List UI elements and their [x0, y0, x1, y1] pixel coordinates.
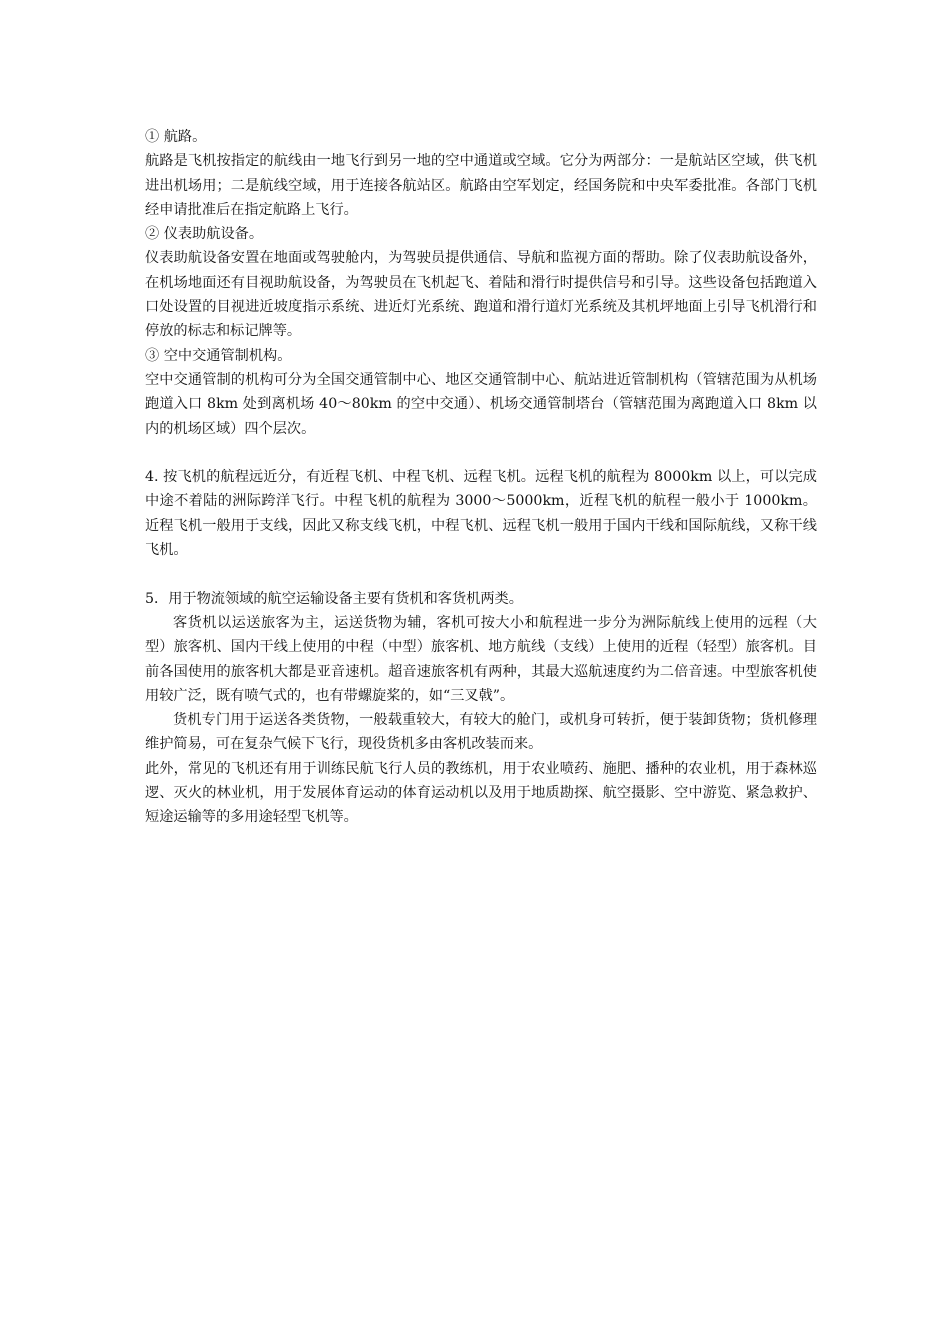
item3-body: 空中交通管制的机构可分为全国交通管制中心、地区交通管制中心、航站进近管制机构（管辖范围为从机场跑道入口 8km 处到离机场 40～80km 的空中交通）、机场交通管制塔台（管辖范围为离跑道入口 8km 以内的机场区域）四个层次。 [145, 371, 817, 437]
item3-heading: ③ 空中交通管制机构。 [145, 347, 292, 364]
item2-body: 仪表助航设备安置在地面或驾驶舱内，为驾驶员提供通信、导航和监视方面的帮助。除了仪表助航设备外，在机场地面还有目视助航设备，为驾驶员在飞机起飞、着陆和滑行时提供信号和引导。这些设备包括跑道入口处设置的目视进近坡度指示系统、进近灯光系统、跑道和滑行道灯光系统及其机坪地面上引导飞机滑行和停放的标志和标记牌等。 [145, 250, 817, 340]
item1-body: 航路是飞机按指定的航线由一地飞行到另一地的空中通道或空域。它分为两部分：一是航站区空域，供飞机进出机场用；二是航线空域，用于连接各航站区。航路由空军划定，经国务院和中央军委批准。各部门飞机经申请批准后在指定航路上飞行。 [145, 153, 817, 218]
section4-paragraph: 4. 按飞机的航程远近分，有近程飞机、中程飞机、远程飞机。远程飞机的航程为 8000km 以上，可以完成中途不着陆的洲际跨洋飞行。中程飞机的航程为 3000～5000km，近程飞机的航程一般小于 1000km。近程飞机一般用于支线，因此又称支线飞机，中程飞机、远程飞机一般用于国内干线和国际航线，又称干线飞机。 [145, 469, 817, 559]
section5-cargo-plane-paragraph: 货机专门用于运送各类货物，一般载重较大，有较大的舱门，或机身可转折，便于装卸货物；货机修理维护简易，可在复杂气候下飞行，现役货机多由客机改装而来。 [145, 712, 817, 753]
document-body [145, 125, 817, 830]
section5-heading: 5．用于物流领域的航空运输设备主要有货机和客货机两类。 [145, 590, 523, 607]
item2-heading: ② 仪表助航设备。 [145, 226, 264, 243]
section5-passenger-cargo-paragraph: 客货机以运送旅客为主，运送货物为辅，客机可按大小和航程进一步分为洲际航线上使用的远程（大型）旅客机、国内干线上使用的中程（中型）旅客机、地方航线（支线）上使用的近程（轻型）旅客机。目前各国使用的旅客机大都是亚音速机。超音速旅客机有两种，其最大巡航速度约为二倍音速。中型旅客机使用较广泛，既有喷气式的，也有带螺旋桨的，如“三叉戟”。 [145, 614, 817, 704]
paragraph-spacer [145, 441, 817, 465]
paragraph-spacer [145, 562, 817, 586]
section5-other-aircraft-paragraph: 此外，常见的飞机还有用于训练民航飞行人员的教练机，用于农业喷药、施肥、播种的农业机，用于森林巡逻、灭火的林业机，用于发展体育运动的体育运动机以及用于地质勘探、航空摄影、空中游览、紧急救护、短途运输等的多用途轻型飞机等。 [145, 760, 817, 826]
item1-heading: ① 航路。 [145, 129, 207, 145]
